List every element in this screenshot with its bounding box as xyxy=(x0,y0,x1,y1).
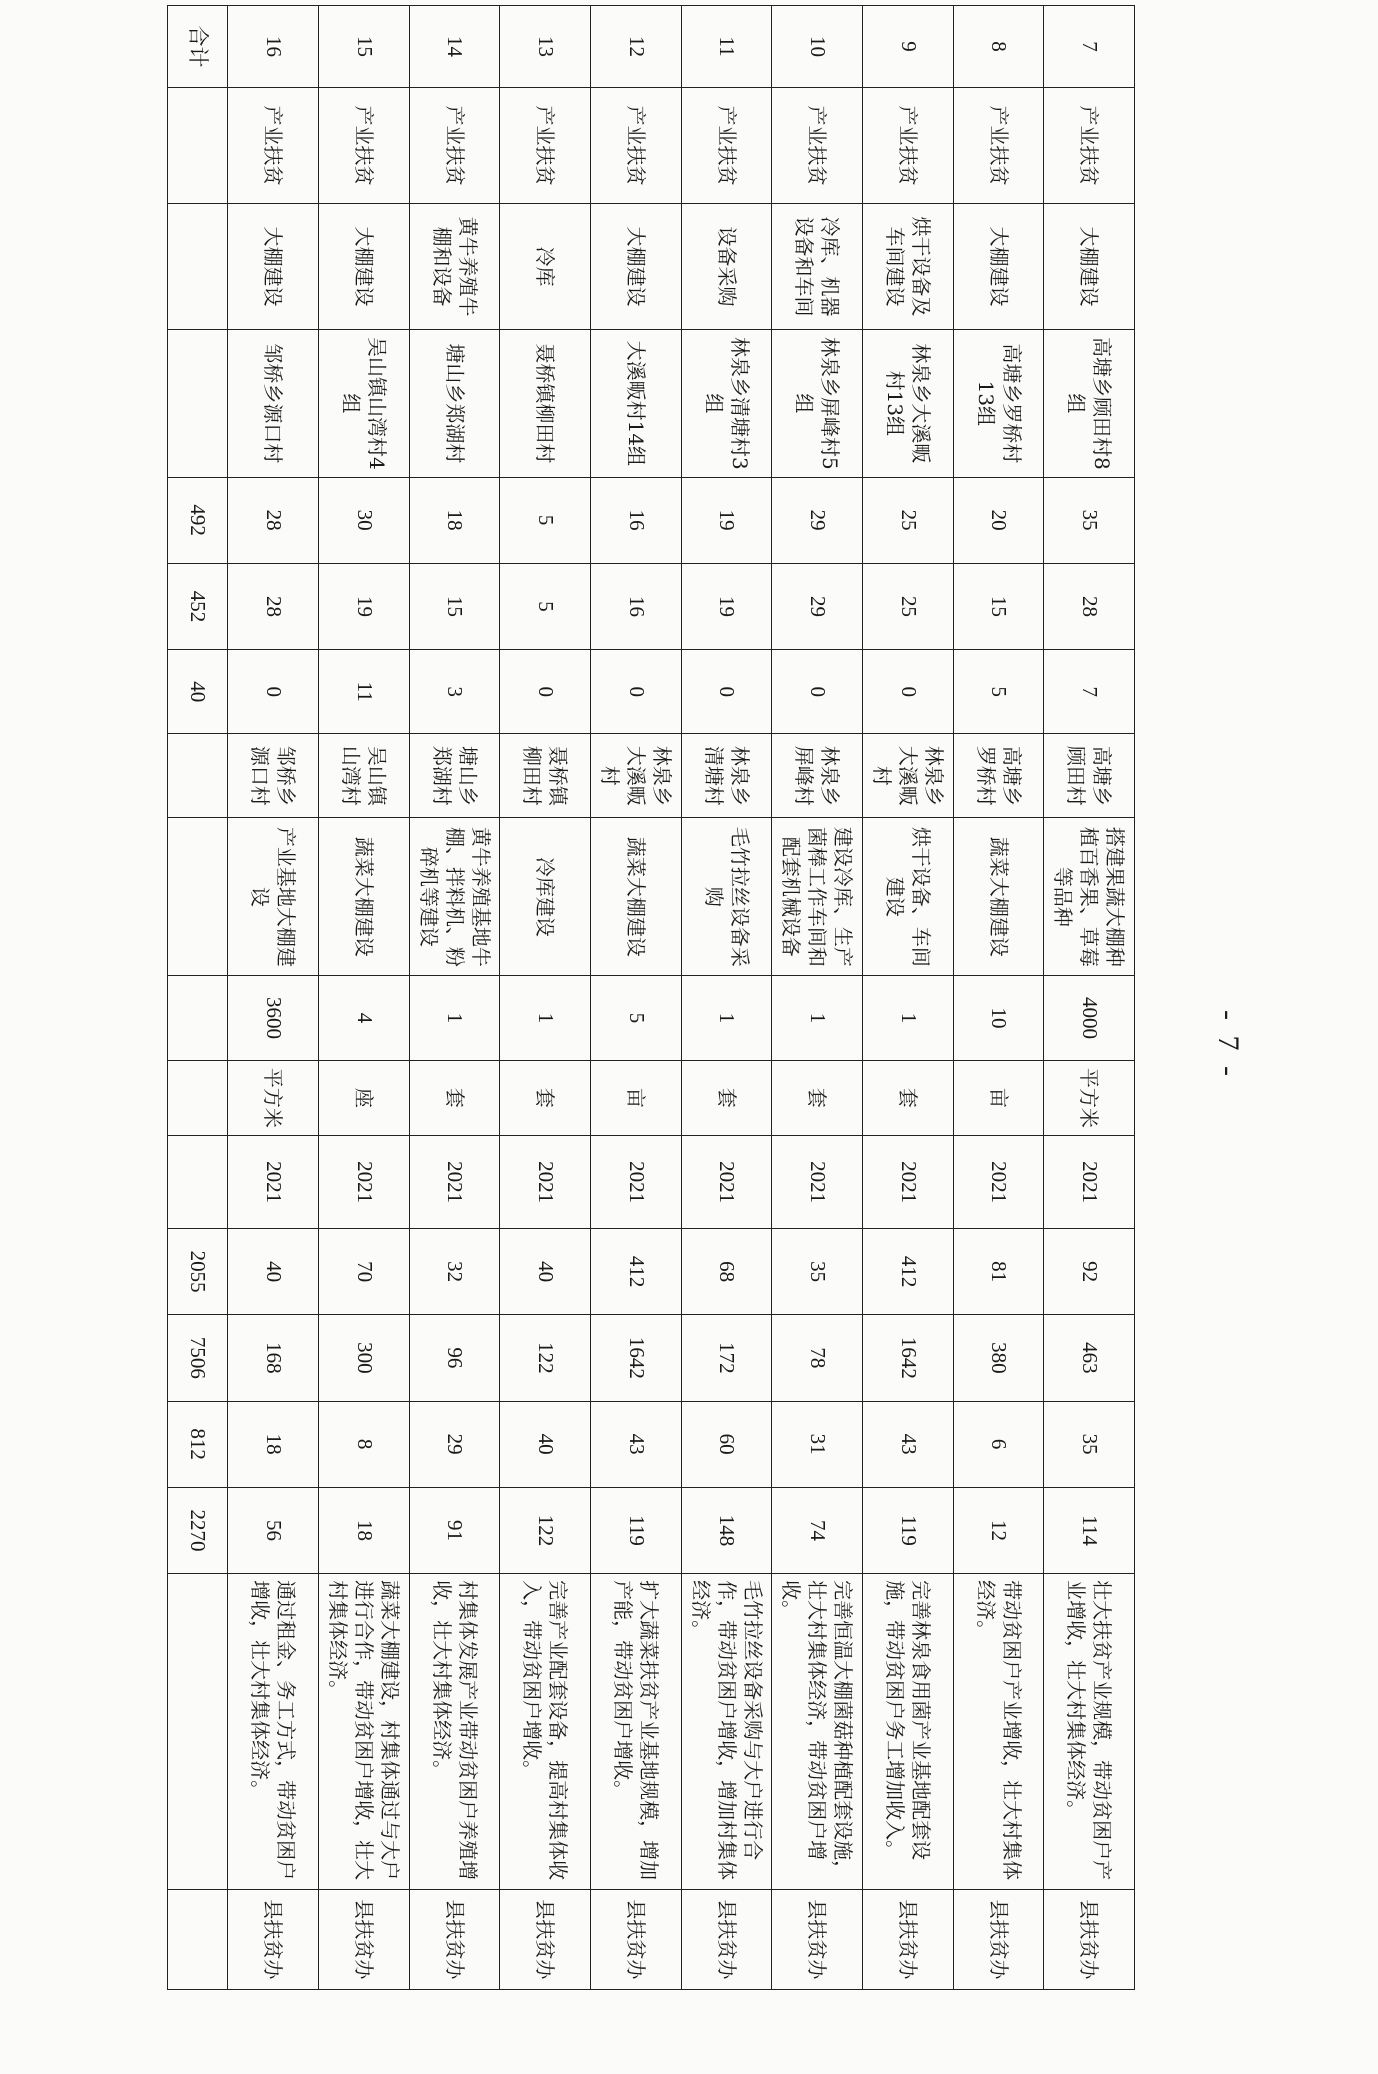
cell-dept: 县扶贫办 xyxy=(681,1889,772,1989)
total-cell-no: 合计 xyxy=(168,6,228,88)
cell-unit: 平方米 xyxy=(228,1060,319,1136)
cell-no: 7 xyxy=(1044,6,1135,88)
cell-location: 邹桥乡源口村 xyxy=(228,330,319,477)
cell-benefit: 完善林泉食用菌产业基地配套设施，带动贫困户务工增加收入。 xyxy=(863,1574,954,1890)
cell-unit: 亩 xyxy=(953,1060,1044,1136)
cell-total: 20 xyxy=(953,477,1044,563)
total-cell-location xyxy=(168,330,228,477)
total-cell-fund-d: 2270 xyxy=(168,1487,228,1573)
cell-households: 28 xyxy=(1044,563,1135,649)
cell-total: 35 xyxy=(1044,477,1135,563)
cell-dept: 县扶贫办 xyxy=(319,1889,410,1989)
cell-village: 聂桥镇柳田村 xyxy=(500,734,591,818)
cell-content: 大棚建设 xyxy=(228,203,319,329)
cell-type: 产业扶贫 xyxy=(591,88,682,204)
cell-type: 产业扶贫 xyxy=(1044,88,1135,204)
cell-fund-d: 74 xyxy=(772,1487,863,1573)
table-row xyxy=(772,6,863,1990)
cell-unit: 套 xyxy=(681,1060,772,1136)
cell-year: 2021 xyxy=(228,1136,319,1229)
cell-qty: 4 xyxy=(319,976,410,1060)
cell-benefit: 带动贫困户产业增收，壮大村集体经济。 xyxy=(953,1574,1044,1890)
cell-no: 15 xyxy=(319,6,410,88)
cell-scale: 烘干设备、车间建设 xyxy=(863,818,954,976)
cell-qty: 1 xyxy=(772,976,863,1060)
cell-year: 2021 xyxy=(500,1136,591,1229)
cell-dept: 县扶贫办 xyxy=(500,1889,591,1989)
total-cell-type xyxy=(168,88,228,204)
cell-qty: 1 xyxy=(863,976,954,1060)
cell-fund-c: 8 xyxy=(319,1401,410,1487)
cell-poor: 0 xyxy=(500,650,591,734)
cell-dept: 县扶贫办 xyxy=(953,1889,1044,1989)
total-cell-qty xyxy=(168,976,228,1060)
cell-poor: 5 xyxy=(953,650,1044,734)
total-cell-content xyxy=(168,203,228,329)
cell-year: 2021 xyxy=(953,1136,1044,1229)
cell-fund-c: 6 xyxy=(953,1401,1044,1487)
total-cell-scale xyxy=(168,818,228,976)
project-table xyxy=(167,5,1135,1990)
cell-dept: 县扶贫办 xyxy=(228,1889,319,1989)
total-row xyxy=(168,6,228,1990)
cell-unit: 座 xyxy=(319,1060,410,1136)
cell-location: 林泉乡清塘村3组 xyxy=(681,330,772,477)
total-cell-fund-b: 7506 xyxy=(168,1315,228,1401)
total-cell-benefit xyxy=(168,1574,228,1890)
cell-benefit: 毛竹拉丝设备采购与大户进行合作，带动贫困户增收，增加村集体经济。 xyxy=(681,1574,772,1890)
cell-dept: 县扶贫办 xyxy=(1044,1889,1135,1989)
total-cell-dept xyxy=(168,1889,228,1989)
cell-fund-a: 40 xyxy=(500,1228,591,1314)
cell-poor: 11 xyxy=(319,650,410,734)
cell-benefit: 扩大蔬菜扶贫产业基地规模，增加产能，带动贫困户增收。 xyxy=(591,1574,682,1890)
cell-fund-a: 81 xyxy=(953,1228,1044,1314)
cell-fund-d: 114 xyxy=(1044,1487,1135,1573)
cell-fund-b: 96 xyxy=(409,1315,500,1401)
cell-village: 高塘乡顾田村 xyxy=(1044,734,1135,818)
cell-type: 产业扶贫 xyxy=(409,88,500,204)
cell-fund-c: 18 xyxy=(228,1401,319,1487)
cell-scale: 冷库建设 xyxy=(500,818,591,976)
cell-village: 林泉乡大溪畈村 xyxy=(591,734,682,818)
cell-village: 高塘乡罗桥村 xyxy=(953,734,1044,818)
cell-content: 大棚建设 xyxy=(953,203,1044,329)
cell-benefit: 完善恒温大棚菌菇种植配套设施，壮大村集体经济，带动贫困户增收。 xyxy=(772,1574,863,1890)
cell-dept: 县扶贫办 xyxy=(409,1889,500,1989)
cell-no: 8 xyxy=(953,6,1044,88)
cell-households: 19 xyxy=(681,563,772,649)
cell-location: 高塘乡顾田村8组 xyxy=(1044,330,1135,477)
table-row xyxy=(1044,6,1135,1990)
cell-no: 16 xyxy=(228,6,319,88)
cell-qty: 4000 xyxy=(1044,976,1135,1060)
total-cell-fund-c: 812 xyxy=(168,1401,228,1487)
cell-location: 高塘乡罗桥村13组 xyxy=(953,330,1044,477)
cell-fund-b: 1642 xyxy=(863,1315,954,1401)
cell-type: 产业扶贫 xyxy=(319,88,410,204)
cell-households: 28 xyxy=(228,563,319,649)
cell-no: 14 xyxy=(409,6,500,88)
cell-location: 大溪畈村14组 xyxy=(591,330,682,477)
cell-fund-c: 31 xyxy=(772,1401,863,1487)
cell-village: 吴山镇山湾村 xyxy=(319,734,410,818)
cell-unit: 套 xyxy=(772,1060,863,1136)
cell-fund-a: 68 xyxy=(681,1228,772,1314)
cell-total: 28 xyxy=(228,477,319,563)
cell-content: 设备采购 xyxy=(681,203,772,329)
cell-dept: 县扶贫办 xyxy=(863,1889,954,1989)
cell-no: 11 xyxy=(681,6,772,88)
cell-benefit: 完善产业配套设备，提高村集体收入，带动贫困户增收。 xyxy=(500,1574,591,1890)
cell-location: 聂桥镇柳田村 xyxy=(500,330,591,477)
cell-households: 19 xyxy=(319,563,410,649)
cell-households: 15 xyxy=(953,563,1044,649)
cell-households: 25 xyxy=(863,563,954,649)
cell-location: 吴山镇山湾村4组 xyxy=(319,330,410,477)
cell-benefit: 通过租金、务工方式，带动贫困户增收，壮大村集体经济。 xyxy=(228,1574,319,1890)
cell-unit: 平方米 xyxy=(1044,1060,1135,1136)
total-cell-total: 492 xyxy=(168,477,228,563)
cell-content: 冷库 xyxy=(500,203,591,329)
cell-qty: 3600 xyxy=(228,976,319,1060)
cell-fund-b: 300 xyxy=(319,1315,410,1401)
table-row xyxy=(681,6,772,1990)
cell-content: 烘干设备及车间建设 xyxy=(863,203,954,329)
cell-fund-d: 91 xyxy=(409,1487,500,1573)
cell-fund-c: 35 xyxy=(1044,1401,1135,1487)
cell-dept: 县扶贫办 xyxy=(591,1889,682,1989)
cell-unit: 套 xyxy=(863,1060,954,1136)
cell-scale: 搭建果蔬大棚种植百香果、草莓等品种 xyxy=(1044,818,1135,976)
total-cell-unit xyxy=(168,1060,228,1136)
cell-poor: 0 xyxy=(681,650,772,734)
cell-qty: 5 xyxy=(591,976,682,1060)
cell-fund-b: 380 xyxy=(953,1315,1044,1401)
cell-content: 冷库、机器设备和车间 xyxy=(772,203,863,329)
total-cell-poor: 40 xyxy=(168,650,228,734)
cell-total: 5 xyxy=(500,477,591,563)
cell-fund-c: 29 xyxy=(409,1401,500,1487)
cell-year: 2021 xyxy=(681,1136,772,1229)
cell-scale: 毛竹拉丝设备采购 xyxy=(681,818,772,976)
cell-scale: 产业基地大棚建设 xyxy=(228,818,319,976)
cell-year: 2021 xyxy=(409,1136,500,1229)
cell-poor: 0 xyxy=(228,650,319,734)
table-row xyxy=(500,6,591,1990)
cell-total: 30 xyxy=(319,477,410,563)
cell-total: 29 xyxy=(772,477,863,563)
cell-village: 邹桥乡源口村 xyxy=(228,734,319,818)
cell-fund-c: 60 xyxy=(681,1401,772,1487)
cell-year: 2021 xyxy=(591,1136,682,1229)
cell-village: 林泉乡大溪畈村 xyxy=(863,734,954,818)
cell-fund-d: 119 xyxy=(863,1487,954,1573)
cell-poor: 7 xyxy=(1044,650,1135,734)
cell-location: 林泉乡大溪畈村13组 xyxy=(863,330,954,477)
cell-location: 林泉乡屏峰村5组 xyxy=(772,330,863,477)
cell-households: 15 xyxy=(409,563,500,649)
cell-scale: 蔬菜大棚建设 xyxy=(953,818,1044,976)
table-row xyxy=(591,6,682,1990)
total-cell-year xyxy=(168,1136,228,1229)
total-cell-households: 452 xyxy=(168,563,228,649)
cell-fund-a: 412 xyxy=(863,1228,954,1314)
cell-scale: 蔬菜大棚建设 xyxy=(591,818,682,976)
cell-qty: 10 xyxy=(953,976,1044,1060)
cell-year: 2021 xyxy=(319,1136,410,1229)
cell-fund-d: 12 xyxy=(953,1487,1044,1573)
cell-benefit: 蔬菜大棚建设，村集体通过与大户进行合作，带动贫困户增收，壮大村集体经济。 xyxy=(319,1574,410,1890)
cell-fund-a: 412 xyxy=(591,1228,682,1314)
cell-no: 10 xyxy=(772,6,863,88)
cell-type: 产业扶贫 xyxy=(500,88,591,204)
cell-unit: 套 xyxy=(500,1060,591,1136)
table-row xyxy=(319,6,410,1990)
cell-scale: 蔬菜大棚建设 xyxy=(319,818,410,976)
total-cell-village xyxy=(168,734,228,818)
table-row xyxy=(228,6,319,1990)
cell-total: 25 xyxy=(863,477,954,563)
cell-households: 5 xyxy=(500,563,591,649)
cell-fund-d: 148 xyxy=(681,1487,772,1573)
table-row xyxy=(953,6,1044,1990)
cell-total: 16 xyxy=(591,477,682,563)
cell-content: 大棚建设 xyxy=(1044,203,1135,329)
cell-fund-b: 122 xyxy=(500,1315,591,1401)
cell-no: 12 xyxy=(591,6,682,88)
total-cell-fund-a: 2055 xyxy=(168,1228,228,1314)
page-number: - 7 - xyxy=(1212,1010,1245,1080)
cell-fund-b: 463 xyxy=(1044,1315,1135,1401)
cell-fund-b: 172 xyxy=(681,1315,772,1401)
cell-total: 18 xyxy=(409,477,500,563)
cell-content: 黄牛养殖牛棚和设备 xyxy=(409,203,500,329)
cell-type: 产业扶贫 xyxy=(772,88,863,204)
cell-fund-d: 18 xyxy=(319,1487,410,1573)
cell-total: 19 xyxy=(681,477,772,563)
cell-fund-b: 168 xyxy=(228,1315,319,1401)
cell-scale: 黄牛养殖基地牛棚、拌料机、粉碎机等建设 xyxy=(409,818,500,976)
cell-type: 产业扶贫 xyxy=(863,88,954,204)
cell-year: 2021 xyxy=(1044,1136,1135,1229)
cell-households: 16 xyxy=(591,563,682,649)
cell-fund-d: 122 xyxy=(500,1487,591,1573)
cell-fund-d: 119 xyxy=(591,1487,682,1573)
cell-fund-a: 92 xyxy=(1044,1228,1135,1314)
cell-type: 产业扶贫 xyxy=(228,88,319,204)
cell-qty: 1 xyxy=(500,976,591,1060)
cell-fund-b: 78 xyxy=(772,1315,863,1401)
cell-poor: 0 xyxy=(863,650,954,734)
cell-village: 塘山乡郑湖村 xyxy=(409,734,500,818)
cell-scale: 建设冷库、生产菌棒工作车间和配套机械设备 xyxy=(772,818,863,976)
cell-poor: 3 xyxy=(409,650,500,734)
cell-no: 13 xyxy=(500,6,591,88)
cell-fund-a: 70 xyxy=(319,1228,410,1314)
cell-poor: 0 xyxy=(772,650,863,734)
cell-fund-a: 32 xyxy=(409,1228,500,1314)
cell-fund-d: 56 xyxy=(228,1487,319,1573)
cell-qty: 1 xyxy=(681,976,772,1060)
cell-fund-c: 43 xyxy=(591,1401,682,1487)
cell-unit: 套 xyxy=(409,1060,500,1136)
cell-village: 林泉乡屏峰村 xyxy=(772,734,863,818)
cell-year: 2021 xyxy=(863,1136,954,1229)
cell-village: 林泉乡清塘村 xyxy=(681,734,772,818)
table-row xyxy=(863,6,954,1990)
cell-benefit: 壮大扶贫产业规模，带动贫困户产业增收，壮大村集体经济。 xyxy=(1044,1574,1135,1890)
cell-location: 塘山乡郑湖村 xyxy=(409,330,500,477)
cell-content: 大棚建设 xyxy=(319,203,410,329)
cell-no: 9 xyxy=(863,6,954,88)
cell-households: 29 xyxy=(772,563,863,649)
cell-type: 产业扶贫 xyxy=(953,88,1044,204)
cell-year: 2021 xyxy=(772,1136,863,1229)
cell-type: 产业扶贫 xyxy=(681,88,772,204)
cell-fund-a: 35 xyxy=(772,1228,863,1314)
cell-unit: 亩 xyxy=(591,1060,682,1136)
rotated-table-container xyxy=(167,5,1135,1990)
table-row xyxy=(409,6,500,1990)
cell-qty: 1 xyxy=(409,976,500,1060)
cell-fund-c: 40 xyxy=(500,1401,591,1487)
cell-benefit: 村集体发展产业带动贫困户养殖增收，壮大村集体经济。 xyxy=(409,1574,500,1890)
cell-dept: 县扶贫办 xyxy=(772,1889,863,1989)
cell-fund-a: 40 xyxy=(228,1228,319,1314)
cell-poor: 0 xyxy=(591,650,682,734)
cell-fund-b: 1642 xyxy=(591,1315,682,1401)
cell-fund-c: 43 xyxy=(863,1401,954,1487)
cell-content: 大棚建设 xyxy=(591,203,682,329)
